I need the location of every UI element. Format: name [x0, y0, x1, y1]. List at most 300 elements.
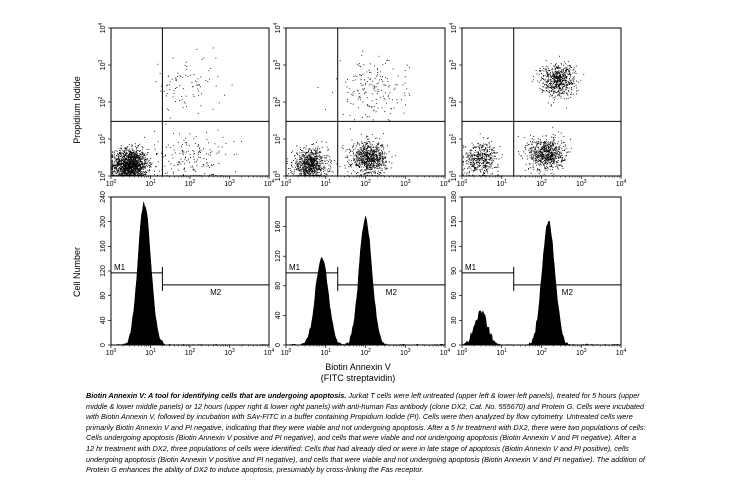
- scatter-point: [374, 167, 375, 168]
- scatter-point: [135, 165, 136, 166]
- scatter-point: [536, 151, 537, 152]
- scatter-point: [292, 171, 293, 172]
- scatter-point: [363, 159, 364, 160]
- scatter-point: [540, 175, 541, 176]
- scatter-point: [345, 157, 346, 158]
- scatter-point: [558, 158, 559, 159]
- scatter-point: [170, 147, 171, 148]
- scatter-point: [327, 160, 328, 161]
- scatter-point: [384, 152, 385, 153]
- scatter-point: [296, 162, 297, 163]
- scatter-point: [201, 93, 202, 94]
- scatter-point: [542, 92, 543, 93]
- scatter-point: [537, 162, 538, 163]
- scatter-point: [353, 160, 354, 161]
- scatter-point: [139, 162, 140, 163]
- scatter-point: [539, 156, 540, 157]
- scatter-point: [554, 139, 555, 140]
- scatter-point: [483, 173, 484, 174]
- scatter-point: [487, 171, 488, 172]
- scatter-point: [149, 169, 150, 170]
- scatter-point: [123, 175, 124, 176]
- scatter-point: [120, 175, 121, 176]
- scatter-point: [356, 159, 357, 160]
- scatter-point: [491, 141, 492, 142]
- scatter-point: [377, 91, 378, 92]
- scatter-point: [561, 162, 562, 163]
- scatter-point: [309, 172, 310, 173]
- scatter-point: [236, 154, 237, 155]
- scatter-point: [302, 163, 303, 164]
- x-tick-exponent: 1: [328, 179, 332, 185]
- scatter-point: [551, 152, 552, 153]
- scatter-point: [204, 158, 205, 159]
- scatter-point: [475, 158, 476, 159]
- scatter-point: [362, 51, 363, 52]
- scatter-point: [301, 158, 302, 159]
- scatter-point: [307, 161, 308, 162]
- scatter-point: [368, 145, 369, 146]
- scatter-point: [328, 155, 329, 156]
- scatter-point: [366, 137, 367, 138]
- scatter-point: [365, 92, 366, 93]
- scatter-point: [218, 152, 219, 153]
- scatter-point: [173, 172, 174, 173]
- scatter-point: [388, 95, 389, 96]
- scatter-point: [358, 165, 359, 166]
- scatter-point: [137, 150, 138, 151]
- scatter-point: [383, 165, 384, 166]
- scatter-point: [310, 164, 311, 165]
- scatter-point: [357, 165, 358, 166]
- scatter-point: [553, 161, 554, 162]
- scatter-point: [185, 103, 186, 104]
- scatter-point: [118, 174, 119, 175]
- scatter-point: [128, 166, 129, 167]
- scatter-point: [370, 175, 371, 176]
- scatter-point: [116, 173, 117, 174]
- scatter-point: [133, 172, 134, 173]
- y-tick-exponent: 4: [98, 22, 104, 26]
- scatter-point: [561, 166, 562, 167]
- scatter-point: [497, 152, 498, 153]
- scatter-point: [386, 168, 387, 169]
- scatter-point: [132, 161, 133, 162]
- scatter-point: [369, 116, 370, 117]
- scatter-point: [347, 149, 348, 150]
- y-tick-exponent: 0: [98, 170, 104, 174]
- scatter-point: [173, 97, 174, 98]
- scatter-point: [353, 153, 354, 154]
- scatter-point: [168, 145, 169, 146]
- scatter-point: [135, 170, 136, 171]
- scatter-point: [311, 166, 312, 167]
- scatter-point: [369, 172, 370, 173]
- scatter-point: [347, 157, 348, 158]
- scatter-point: [166, 147, 167, 148]
- scatter-point: [326, 142, 327, 143]
- scatter-point: [491, 155, 492, 156]
- scatter-point: [115, 166, 116, 167]
- scatter-point: [125, 169, 126, 170]
- scatter-point: [145, 166, 146, 167]
- scatter-point: [374, 90, 375, 91]
- scatter-point: [173, 145, 174, 146]
- scatter-point: [378, 164, 379, 165]
- scatter-point: [502, 154, 503, 155]
- scatter-point: [536, 154, 537, 155]
- scatter-point: [134, 174, 135, 175]
- scatter-point: [131, 155, 132, 156]
- scatter-point: [126, 148, 127, 149]
- scatter-point: [123, 168, 124, 169]
- scatter-point: [305, 149, 306, 150]
- scatter-point: [326, 175, 327, 176]
- scatter-point: [463, 162, 464, 163]
- scatter-point: [123, 151, 124, 152]
- scatter-point: [123, 161, 124, 162]
- scatter-point: [128, 150, 129, 151]
- scatter-point: [389, 161, 390, 162]
- scatter-point: [305, 163, 306, 164]
- scatter-point: [363, 174, 364, 175]
- scatter-point: [487, 150, 488, 151]
- scatter-point: [489, 142, 490, 143]
- scatter-point: [385, 157, 386, 158]
- scatter-point: [345, 82, 346, 83]
- scatter-point: [127, 166, 128, 167]
- scatter-point: [358, 149, 359, 150]
- scatter-point: [180, 153, 181, 154]
- scatter-point: [133, 152, 134, 153]
- scatter-point: [354, 143, 355, 144]
- scatter-point: [174, 165, 175, 166]
- x-tick-label: $10^4$: [439, 179, 451, 188]
- scatter-point: [482, 159, 483, 160]
- scatter-point: [319, 157, 320, 158]
- scatter-point: [330, 159, 331, 160]
- scatter-point: [463, 147, 464, 148]
- scatter-point: [382, 108, 383, 109]
- scatter-point: [136, 164, 137, 165]
- scatter-point: [174, 93, 175, 94]
- scatter-point: [157, 64, 158, 65]
- scatter-point: [554, 148, 555, 149]
- scatter-point: [379, 80, 380, 81]
- scatter-point: [206, 159, 207, 160]
- scatter-point: [385, 165, 386, 166]
- scatter-point: [150, 162, 151, 163]
- scatter-point: [119, 153, 120, 154]
- scatter-point: [125, 147, 126, 148]
- scatter-point: [365, 157, 366, 158]
- scatter-point: [333, 172, 334, 173]
- scatter-point: [213, 48, 214, 49]
- scatter-point: [486, 163, 487, 164]
- scatter-point: [362, 164, 363, 165]
- scatter-point: [318, 167, 319, 168]
- scatter-point: [533, 151, 534, 152]
- scatter-point: [563, 160, 564, 161]
- scatter-point: [128, 164, 129, 165]
- scatter-point: [395, 88, 396, 89]
- y-tick-label: $10^4$: [449, 22, 458, 34]
- scatter-point: [492, 150, 493, 151]
- scatter-point: [479, 158, 480, 159]
- scatter-point: [365, 166, 366, 167]
- scatter-point: [365, 164, 366, 165]
- scatter-point: [155, 149, 156, 150]
- scatter-point: [371, 163, 372, 164]
- scatter-point: [300, 171, 301, 172]
- scatter-point: [478, 161, 479, 162]
- scatter-point: [312, 170, 313, 171]
- scatter-point: [182, 151, 183, 152]
- scatter-point: [485, 171, 486, 172]
- scatter-point: [365, 162, 366, 163]
- scatter-point: [407, 65, 408, 66]
- scatter-point: [558, 151, 559, 152]
- scatter-point: [300, 147, 301, 148]
- scatter-point: [318, 153, 319, 154]
- scatter-point: [138, 145, 139, 146]
- scatter-point: [557, 168, 558, 169]
- scatter-point: [323, 171, 324, 172]
- scatter-point: [304, 174, 305, 175]
- scatter-point: [192, 150, 193, 151]
- scatter-point: [311, 161, 312, 162]
- scatter-point: [142, 164, 143, 165]
- scatter-point: [119, 163, 120, 164]
- x-tick-label: $10^1$: [496, 179, 508, 188]
- scatter-point: [232, 85, 233, 86]
- scatter-point: [553, 144, 554, 145]
- scatter-point: [128, 155, 129, 156]
- scatter-point: [535, 147, 536, 148]
- scatter-point: [312, 162, 313, 163]
- scatter-point: [293, 160, 294, 161]
- scatter-point: [297, 166, 298, 167]
- scatter-point: [388, 96, 389, 97]
- scatter-point: [315, 150, 316, 151]
- y-tick-exponent: 3: [273, 59, 279, 63]
- scatter-point: [487, 175, 488, 176]
- scatter-point: [395, 84, 396, 85]
- scatter-point: [310, 161, 311, 162]
- scatter-point: [533, 163, 534, 164]
- scatter-point: [316, 153, 317, 154]
- scatter-point: [336, 163, 337, 164]
- scatter-point: [533, 169, 534, 170]
- scatter-point: [498, 174, 499, 175]
- scatter-point: [322, 163, 323, 164]
- scatter-point: [117, 162, 118, 163]
- scatter-point: [133, 173, 134, 174]
- scatter-point: [304, 166, 305, 167]
- scatter-point: [543, 149, 544, 150]
- scatter-point: [113, 172, 114, 173]
- scatter-point: [217, 76, 218, 77]
- scatter-point: [367, 116, 368, 117]
- scatter-point: [317, 172, 318, 173]
- scatter-point: [493, 152, 494, 153]
- scatter-point: [477, 159, 478, 160]
- scatter-point: [379, 138, 380, 139]
- scatter-point: [473, 171, 474, 172]
- scatter-point: [112, 169, 113, 170]
- scatter-point: [497, 175, 498, 176]
- scatter-point: [553, 160, 554, 161]
- scatter-point: [367, 164, 368, 165]
- scatter-point: [300, 167, 301, 168]
- scatter-point: [490, 159, 491, 160]
- scatter-point: [527, 156, 528, 157]
- scatter-point: [303, 175, 304, 176]
- scatter-point: [541, 164, 542, 165]
- scatter-point: [372, 144, 373, 145]
- scatter-point: [313, 148, 314, 149]
- scatter-point: [308, 168, 309, 169]
- scatter-point: [378, 83, 379, 84]
- scatter-point: [287, 161, 288, 162]
- scatter-point: [330, 166, 331, 167]
- scatter-point: [124, 151, 125, 152]
- scatter-point: [209, 70, 210, 71]
- scatter-point: [546, 157, 547, 158]
- scatter-point: [138, 170, 139, 171]
- scatter-point: [206, 154, 207, 155]
- scatter-point: [472, 143, 473, 144]
- x-tick-label: $10^2$: [536, 179, 547, 188]
- scatter-point: [545, 159, 546, 160]
- scatter-point: [319, 169, 320, 170]
- scatter-point: [128, 171, 129, 172]
- scatter-point: [304, 167, 305, 168]
- scatter-point: [384, 154, 385, 155]
- scatter-point: [314, 153, 315, 154]
- scatter-point: [210, 68, 211, 69]
- scatter-point: [130, 152, 131, 153]
- scatter-point: [363, 162, 364, 163]
- scatter-point: [137, 162, 138, 163]
- scatter-point: [543, 142, 544, 143]
- scatter-point: [359, 96, 360, 97]
- scatter-point: [538, 139, 539, 140]
- scatter-point: [308, 165, 309, 166]
- scatter-point: [139, 168, 140, 169]
- scatter-point: [121, 163, 122, 164]
- scatter-point: [212, 151, 213, 152]
- scatter-point: [127, 150, 128, 151]
- scatter-point: [375, 175, 376, 176]
- scatter-point: [532, 158, 533, 159]
- scatter-point: [496, 158, 497, 159]
- scatter-point: [479, 162, 480, 163]
- scatter-point: [385, 158, 386, 159]
- x-tick-exponent: 2: [544, 179, 547, 185]
- scatter-point: [185, 65, 186, 66]
- scatter-point: [553, 154, 554, 155]
- scatter-point: [490, 168, 491, 169]
- scatter-point: [555, 147, 556, 148]
- scatter-point: [476, 160, 477, 161]
- scatter-point: [552, 175, 553, 176]
- scatter-point: [546, 166, 547, 167]
- scatter-point: [134, 161, 135, 162]
- scatter-point: [360, 148, 361, 149]
- scatter-point: [468, 155, 469, 156]
- scatter-point: [128, 167, 129, 168]
- scatter-point: [126, 151, 127, 152]
- scatter-point: [301, 163, 302, 164]
- scatter-point: [480, 175, 481, 176]
- scatter-point: [366, 92, 367, 93]
- scatter-point: [474, 169, 475, 170]
- scatter-point: [369, 163, 370, 164]
- scatter-point: [167, 175, 168, 176]
- scatter-point: [546, 147, 547, 148]
- scatter-point: [114, 167, 115, 168]
- scatter-point: [552, 159, 553, 160]
- scatter-point: [485, 144, 486, 145]
- scatter-point: [369, 146, 370, 147]
- scatter-point: [379, 149, 380, 150]
- x-tick-label: $10^2$: [184, 179, 196, 188]
- scatter-point: [471, 150, 472, 151]
- scatter-point: [347, 156, 348, 157]
- scatter-point: [141, 159, 142, 160]
- scatter-point: [321, 174, 322, 175]
- scatter-point: [492, 158, 493, 159]
- x-tick-exponent: 4: [447, 179, 451, 185]
- scatter-point: [308, 172, 309, 173]
- scatter-point: [542, 155, 543, 156]
- scatter-point: [360, 152, 361, 153]
- scatter-point: [198, 84, 199, 85]
- scatter-point: [321, 168, 322, 169]
- scatter-point: [316, 167, 317, 168]
- scatter-point: [339, 166, 340, 167]
- scatter-point: [530, 157, 531, 158]
- scatter-point: [120, 150, 121, 151]
- scatter-point: [179, 100, 180, 101]
- scatter-point: [367, 158, 368, 159]
- scatter-point: [556, 158, 557, 159]
- scatter-point: [181, 96, 182, 97]
- scatter-point: [546, 152, 547, 153]
- scatter-point: [372, 168, 373, 169]
- scatter-point: [112, 162, 113, 163]
- scatter-point: [150, 158, 151, 159]
- scatter-point: [380, 167, 381, 168]
- scatter-point: [555, 158, 556, 159]
- scatter-point: [488, 163, 489, 164]
- scatter-point: [350, 103, 351, 104]
- scatter-point: [381, 175, 382, 176]
- scatter-point: [166, 96, 167, 97]
- scatter-point: [183, 152, 184, 153]
- scatter-point: [374, 165, 375, 166]
- scatter-point: [327, 170, 328, 171]
- scatter-point: [114, 175, 115, 176]
- scatter-point: [367, 105, 368, 106]
- scatter-point: [463, 157, 464, 158]
- scatter-point: [143, 169, 144, 170]
- scatter-point: [376, 149, 377, 150]
- scatter-point: [380, 76, 381, 77]
- scatter-point: [112, 161, 113, 162]
- scatter-point: [555, 153, 556, 154]
